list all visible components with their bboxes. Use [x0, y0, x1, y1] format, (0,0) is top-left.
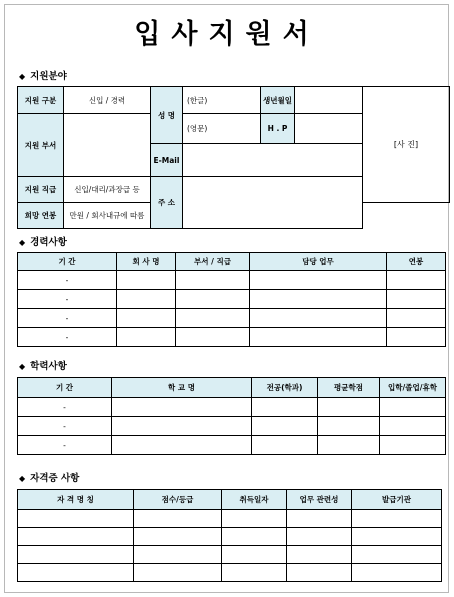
edu-cell[interactable] — [318, 398, 380, 417]
career-cell[interactable] — [117, 309, 176, 328]
section-label: 학력사항 — [30, 361, 67, 372]
table-row — [18, 546, 442, 564]
section-label: 자격증 사항 — [30, 473, 80, 484]
apply-type-value[interactable]: 신입 / 경력 — [64, 87, 151, 114]
career-period-cell[interactable]: - — [18, 328, 117, 347]
edu-header-gpa: 평균학점 — [318, 378, 380, 398]
edu-period-cell[interactable]: - — [18, 436, 112, 455]
career-cell[interactable] — [387, 328, 446, 347]
edu-cell[interactable] — [252, 417, 318, 436]
salary-label: 희망 연봉 — [18, 203, 64, 229]
license-cell[interactable] — [18, 546, 134, 564]
phone-field[interactable] — [295, 114, 363, 144]
section-label: 경력사항 — [30, 237, 67, 248]
license-cell[interactable] — [287, 564, 352, 582]
license-cell[interactable] — [18, 510, 134, 528]
career-cell[interactable] — [176, 271, 250, 290]
table-row — [18, 564, 442, 582]
diamond-bullet-icon: ◆ — [19, 362, 26, 371]
position-label: 지원 직급 — [18, 177, 64, 203]
birth-label: 생년월일 — [261, 87, 295, 114]
email-label: E-Mail — [151, 144, 183, 177]
license-cell[interactable] — [222, 564, 287, 582]
dept-field[interactable] — [64, 114, 151, 177]
edu-cell[interactable] — [318, 417, 380, 436]
career-cell[interactable] — [250, 309, 387, 328]
edu-header-period: 기 간 — [18, 378, 112, 398]
career-cell[interactable] — [176, 309, 250, 328]
section-title-education — [19, 358, 67, 372]
edu-period-cell[interactable]: - — [18, 398, 112, 417]
table-row — [18, 309, 446, 328]
address-label: 주 소 — [151, 177, 183, 229]
apply-type-label: 지원 구분 — [18, 87, 64, 114]
license-header-score: 점수/등급 — [134, 490, 222, 510]
license-cell[interactable] — [222, 528, 287, 546]
education-table — [17, 377, 446, 455]
name-label: 성 명 — [151, 87, 183, 144]
career-period-cell[interactable]: - — [18, 271, 117, 290]
career-cell[interactable] — [176, 328, 250, 347]
email-field[interactable] — [183, 144, 363, 177]
edu-header-status: 입학/졸업/휴학 — [380, 378, 446, 398]
diamond-bullet-icon: ◆ — [19, 238, 26, 247]
career-cell[interactable] — [117, 290, 176, 309]
career-cell[interactable] — [250, 271, 387, 290]
edu-cell[interactable] — [112, 436, 252, 455]
table-row — [18, 528, 442, 546]
salary-value[interactable]: 만원 / 회사내규에 따름 — [64, 203, 151, 229]
career-cell[interactable] — [387, 290, 446, 309]
edu-cell[interactable] — [380, 417, 446, 436]
license-cell[interactable] — [134, 546, 222, 564]
license-cell[interactable] — [352, 528, 442, 546]
table-row — [18, 290, 446, 309]
position-value[interactable]: 신입/대리/과장급 등 — [64, 177, 151, 203]
career-header-salary: 연봉 — [387, 253, 446, 271]
diamond-bullet-icon: ◆ — [19, 474, 26, 483]
edu-cell[interactable] — [318, 436, 380, 455]
career-cell[interactable] — [250, 290, 387, 309]
edu-header-school: 학 교 명 — [112, 378, 252, 398]
page-title: 입사지원서 — [134, 19, 320, 50]
license-cell[interactable] — [352, 564, 442, 582]
career-cell[interactable] — [117, 271, 176, 290]
license-header-relevance: 업무 관련성 — [287, 490, 352, 510]
table-row — [18, 398, 446, 417]
license-cell[interactable] — [352, 510, 442, 528]
edu-cell[interactable] — [252, 436, 318, 455]
license-cell[interactable] — [134, 510, 222, 528]
table-row — [18, 417, 446, 436]
edu-cell[interactable] — [252, 398, 318, 417]
edu-header-major: 전공(학과) — [252, 378, 318, 398]
table-row — [18, 271, 446, 290]
license-cell[interactable] — [134, 528, 222, 546]
table-row — [18, 436, 446, 455]
birth-field[interactable] — [295, 87, 363, 114]
phone-label: H . P — [261, 114, 295, 144]
career-cell[interactable] — [250, 328, 387, 347]
edu-period-cell[interactable]: - — [18, 417, 112, 436]
license-header-issuer: 발급기관 — [352, 490, 442, 510]
dept-label: 지원 부서 — [18, 114, 64, 177]
section-title-field — [19, 68, 67, 82]
edu-cell[interactable] — [380, 436, 446, 455]
license-cell[interactable] — [352, 546, 442, 564]
license-cell[interactable] — [287, 510, 352, 528]
address-field[interactable] — [183, 177, 363, 229]
table-row — [18, 328, 446, 347]
career-cell[interactable] — [117, 328, 176, 347]
name-eng-field[interactable]: (영문) — [183, 114, 261, 144]
table-row — [18, 510, 442, 528]
license-header-name: 자 격 명 칭 — [18, 490, 134, 510]
section-label: 지원분야 — [30, 71, 67, 82]
name-kor-field[interactable]: (한글) — [183, 87, 261, 114]
career-period-cell[interactable]: - — [18, 309, 117, 328]
edu-cell[interactable] — [112, 417, 252, 436]
career-header-duty: 담당 업무 — [250, 253, 387, 271]
license-cell[interactable] — [134, 564, 222, 582]
career-cell[interactable] — [387, 309, 446, 328]
license-table — [17, 489, 442, 582]
license-header-date: 취득일자 — [222, 490, 287, 510]
photo-placeholder[interactable]: [사 진] — [363, 87, 450, 203]
edu-cell[interactable] — [380, 398, 446, 417]
applicant-info-table — [17, 86, 450, 229]
career-header-dept: 부서 / 직급 — [176, 253, 250, 271]
career-header-period: 기 간 — [18, 253, 117, 271]
section-title-license — [19, 470, 79, 484]
career-header-company: 회 사 명 — [117, 253, 176, 271]
edu-cell[interactable] — [112, 398, 252, 417]
license-cell[interactable] — [18, 564, 134, 582]
section-title-career — [19, 234, 67, 248]
license-cell[interactable] — [287, 546, 352, 564]
license-cell[interactable] — [287, 528, 352, 546]
career-period-cell[interactable]: - — [18, 290, 117, 309]
career-table — [17, 252, 446, 347]
career-cell[interactable] — [176, 290, 250, 309]
career-cell[interactable] — [387, 271, 446, 290]
diamond-bullet-icon: ◆ — [19, 72, 26, 81]
license-cell[interactable] — [222, 546, 287, 564]
license-cell[interactable] — [222, 510, 287, 528]
license-cell[interactable] — [18, 528, 134, 546]
